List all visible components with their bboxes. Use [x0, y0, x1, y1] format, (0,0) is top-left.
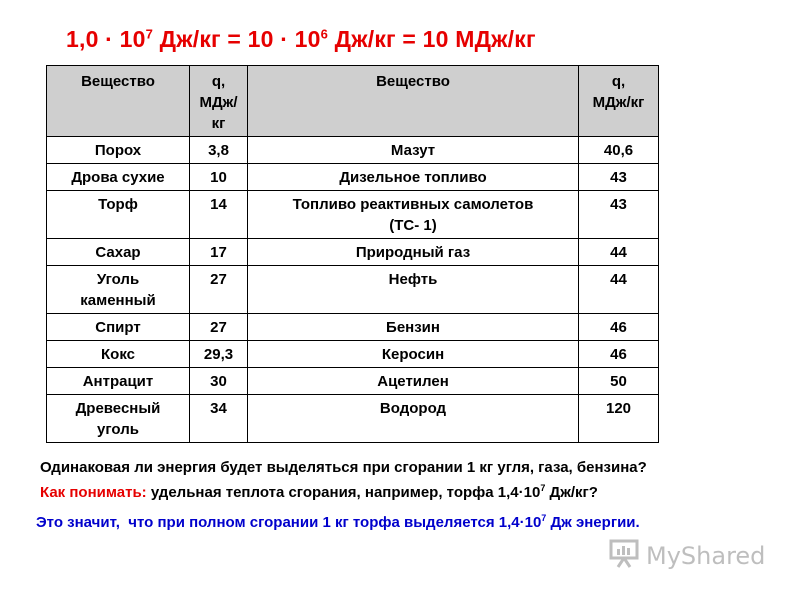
substance-cell: Древесный уголь: [47, 395, 190, 443]
myshared-watermark: [608, 536, 765, 575]
watermark-text: MyShared: [646, 541, 766, 570]
q-cell: 44: [579, 239, 659, 266]
table-row: [47, 266, 659, 314]
q-cell: 46: [579, 314, 659, 341]
substance-cell: Спирт: [47, 314, 190, 341]
question-text: Одинаковая ли энергия будет выделяться при сгорании 1 кг угля, газа, бензина?: [40, 459, 647, 476]
how-to-unit: Дж/кг?: [545, 484, 598, 501]
substance-cell: Мазут: [248, 137, 579, 164]
substance-cell: Порох: [47, 137, 190, 164]
meaning-tail: Дж энергии.: [546, 514, 640, 531]
how-to-text: удельная теплота сгорания, например, торфа 1,4·10: [146, 484, 541, 501]
substance-cell: Торф: [47, 191, 190, 239]
header-q-1: q, МДж/кг: [190, 66, 248, 137]
q-cell: 10: [190, 164, 248, 191]
heading-exponent2: 6: [320, 26, 329, 42]
substance-cell: Бензин: [248, 314, 579, 341]
table-row: [47, 314, 659, 341]
how-to-label: Как понимать:: [40, 484, 147, 501]
substance-cell: Уголь каменный: [47, 266, 190, 314]
meaning-line: [36, 514, 640, 531]
substance-cell: Ацетилен: [248, 368, 579, 395]
table-header-row: [47, 66, 659, 137]
q-cell: 50: [579, 368, 659, 395]
heading-formula: [66, 26, 536, 53]
table-row: [47, 239, 659, 266]
how-to-exponent: 7: [540, 483, 546, 493]
heading-part1: 1,0 · 10: [66, 26, 146, 52]
q-cell: 43: [579, 164, 659, 191]
heat-of-combustion-table: [46, 65, 659, 443]
table-row: [47, 191, 659, 239]
table-row: [47, 368, 659, 395]
q-cell: 3,8: [190, 137, 248, 164]
q-cell: 29,3: [190, 341, 248, 368]
substance-cell: Антрацит: [47, 368, 190, 395]
q-cell: 27: [190, 314, 248, 341]
heading-part2: Дж/кг = 10 · 10: [153, 26, 321, 52]
header-q-2: q, МДж/кг: [579, 66, 659, 137]
q-cell: 40,6: [579, 137, 659, 164]
substance-cell: Топливо реактивных самолетов (ТС- 1): [248, 191, 579, 239]
meaning-text: Это значит, что при полном сгорании 1 кг торфа выделяется 1,4·10: [36, 514, 542, 531]
q-cell: 44: [579, 266, 659, 314]
how-to-understand-line: [40, 484, 598, 501]
substance-cell: Нефть: [248, 266, 579, 314]
header-substance-1: Вещество: [47, 66, 190, 137]
projector-screen-icon: [608, 536, 642, 575]
q-cell: 46: [579, 341, 659, 368]
header-substance-2: Вещество: [248, 66, 579, 137]
substance-cell: Водород: [248, 395, 579, 443]
table-row: [47, 164, 659, 191]
table-row: [47, 395, 659, 443]
q-cell: 34: [190, 395, 248, 443]
substance-cell: Сахар: [47, 239, 190, 266]
q-cell: 30: [190, 368, 248, 395]
substance-cell: Дрова сухие: [47, 164, 190, 191]
substance-cell: Кокс: [47, 341, 190, 368]
substance-cell: Керосин: [248, 341, 579, 368]
table-row: [47, 341, 659, 368]
q-cell: 43: [579, 191, 659, 239]
meaning-exponent: 7: [541, 513, 547, 523]
q-cell: 120: [579, 395, 659, 443]
heading-exponent1: 7: [145, 26, 154, 42]
q-cell: 27: [190, 266, 248, 314]
q-cell: 17: [190, 239, 248, 266]
substance-cell: Дизельное топливо: [248, 164, 579, 191]
table-row: [47, 137, 659, 164]
substance-cell: Природный газ: [248, 239, 579, 266]
q-cell: 14: [190, 191, 248, 239]
heading-part3: Дж/кг = 10 МДж/кг: [328, 26, 536, 52]
